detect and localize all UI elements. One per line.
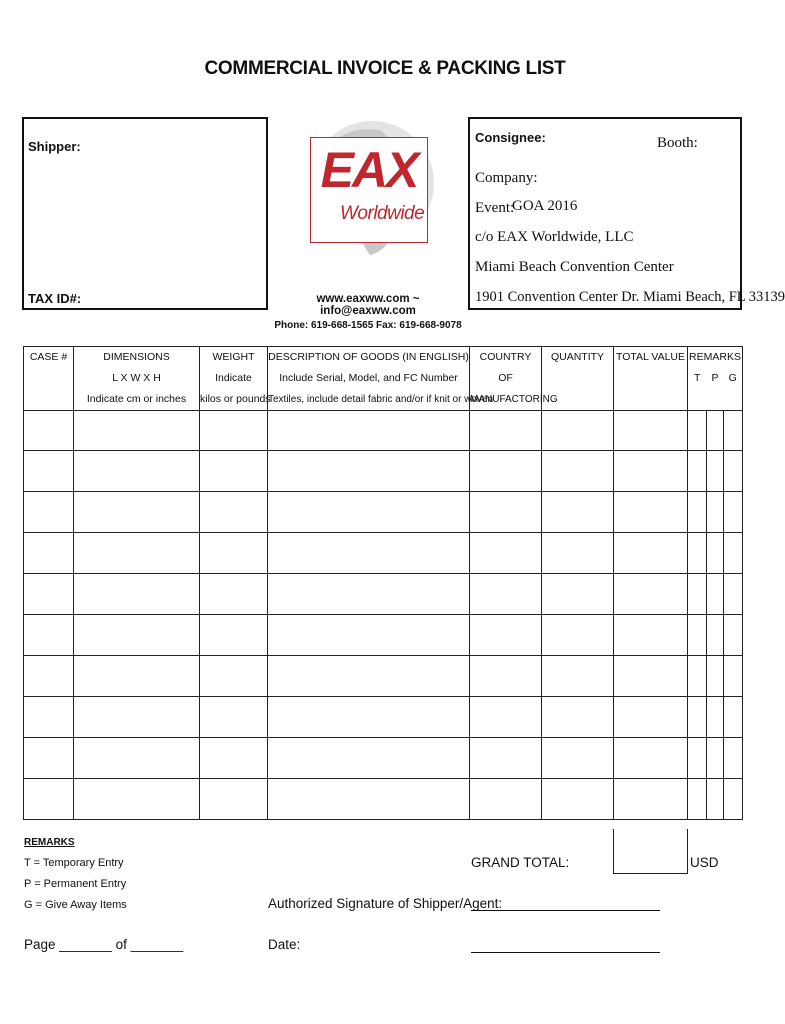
table-cell[interactable] [724, 411, 743, 451]
table-cell[interactable] [268, 574, 470, 615]
table-cell[interactable] [24, 411, 74, 451]
shipper-label: Shipper: [28, 139, 81, 154]
table-cell[interactable] [542, 451, 614, 492]
table-cell[interactable] [707, 533, 724, 574]
table-cell[interactable] [24, 779, 74, 820]
table-cell[interactable] [614, 779, 688, 820]
table-cell[interactable] [268, 779, 470, 820]
table-row [24, 656, 743, 697]
remarks-g: G = Give Away Items [24, 899, 127, 911]
table-cell[interactable] [688, 451, 707, 492]
table-cell[interactable] [688, 615, 707, 656]
date-label: Date: [268, 937, 301, 952]
table-cell[interactable] [614, 615, 688, 656]
table-cell[interactable] [24, 615, 74, 656]
header-cell [724, 389, 743, 411]
web-email: www.eaxww.com ~ info@eaxww.com [316, 293, 420, 317]
company-label: Company: [475, 170, 538, 186]
table-cell[interactable] [688, 533, 707, 574]
table-cell[interactable] [74, 697, 200, 738]
col-description-sub1: Include Serial, Model, and FC Number [268, 368, 470, 389]
table-cell[interactable] [542, 615, 614, 656]
table-cell[interactable] [688, 779, 707, 820]
grand-total-field[interactable] [613, 829, 688, 874]
table-cell[interactable] [200, 533, 268, 574]
table-row [24, 574, 743, 615]
table-cell[interactable] [542, 533, 614, 574]
table-cell[interactable] [688, 656, 707, 697]
table-cell[interactable] [268, 697, 470, 738]
table-cell[interactable] [724, 779, 743, 820]
shipper-box[interactable] [22, 117, 268, 310]
table-cell[interactable] [470, 697, 542, 738]
table-cell[interactable] [707, 697, 724, 738]
event-value: GOA 2016 [512, 198, 578, 214]
grand-total-label: GRAND TOTAL: [471, 855, 570, 870]
table-cell[interactable] [74, 574, 200, 615]
table-cell[interactable] [707, 411, 724, 451]
table-cell[interactable] [470, 779, 542, 820]
header-cell [542, 368, 614, 389]
signature-label: Authorized Signature of Shipper/Agent: [268, 896, 503, 911]
col-quantity: QUANTITY [542, 347, 614, 368]
logo [300, 105, 440, 285]
table-row [24, 615, 743, 656]
header-cell [688, 389, 707, 411]
consignee-venue: Miami Beach Convention Center [475, 259, 674, 275]
table-cell[interactable] [200, 779, 268, 820]
consignee-box[interactable] [468, 117, 785, 310]
table-cell[interactable] [542, 697, 614, 738]
table-cell[interactable] [724, 451, 743, 492]
col-description-sub2: Textiles, include detail fabric and/or if knit or woven [268, 389, 470, 411]
col-country: COUNTRY [470, 347, 542, 368]
table-cell[interactable] [614, 656, 688, 697]
col-remarks-g: G [724, 368, 743, 389]
col-remarks: REMARKS [688, 347, 743, 368]
header-cell [24, 368, 74, 389]
table-cell[interactable] [724, 697, 743, 738]
phone-fax: Phone: 619-668-1565 Fax: 619-668-9078 [274, 320, 462, 331]
remarks-heading: REMARKS [24, 837, 75, 848]
table-cell[interactable] [470, 451, 542, 492]
consignee-address: 1901 Convention Center Dr. Miami Beach, FL 33139 [475, 289, 785, 305]
remarks-t: T = Temporary Entry [24, 857, 124, 869]
table-cell[interactable] [200, 574, 268, 615]
col-remarks-t: T [688, 368, 707, 389]
table-cell[interactable] [614, 738, 688, 779]
table-cell[interactable] [707, 779, 724, 820]
consignee-co: c/o EAX Worldwide, LLC [475, 229, 634, 245]
table-cell[interactable] [688, 411, 707, 451]
col-country-sub2: MANUFACTORING [470, 389, 542, 411]
col-weight-sub1: Indicate [200, 368, 268, 389]
event-label: Event: [475, 200, 515, 216]
table-cell[interactable] [74, 615, 200, 656]
col-dimensions-sub1: L X W X H [74, 368, 200, 389]
table-cell[interactable] [688, 574, 707, 615]
table-cell[interactable] [268, 411, 470, 451]
col-dimensions-sub2: Indicate cm or inches [74, 389, 200, 411]
table-cell[interactable] [542, 738, 614, 779]
header-cell [707, 389, 724, 411]
table-row [24, 451, 743, 492]
col-weight-sub2: kilos or pounds [200, 389, 268, 411]
table-cell[interactable] [24, 574, 74, 615]
table-cell[interactable] [268, 656, 470, 697]
signature-line[interactable] [471, 910, 660, 911]
tax-id-label: TAX ID#: [28, 291, 82, 306]
col-case: CASE # [24, 347, 74, 368]
table-cell[interactable] [200, 411, 268, 451]
table-cell[interactable] [24, 451, 74, 492]
table-cell[interactable] [268, 738, 470, 779]
table-cell[interactable] [724, 533, 743, 574]
table-cell[interactable] [24, 533, 74, 574]
table-cell[interactable] [268, 533, 470, 574]
table-cell[interactable] [74, 492, 200, 533]
table-cell[interactable] [542, 411, 614, 451]
logo-worldwide: Worldwide [340, 203, 425, 224]
table-cell[interactable] [470, 574, 542, 615]
table-row [24, 779, 743, 820]
table-cell[interactable] [74, 779, 200, 820]
table-body [24, 411, 743, 820]
table-cell[interactable] [200, 656, 268, 697]
table-cell[interactable] [24, 492, 74, 533]
table-cell[interactable] [470, 533, 542, 574]
table-cell[interactable] [74, 411, 200, 451]
table-row [24, 411, 743, 451]
table-cell[interactable] [707, 451, 724, 492]
goods-table [23, 346, 743, 820]
table-cell[interactable] [707, 574, 724, 615]
table-cell[interactable] [542, 779, 614, 820]
booth-label: Booth: [657, 135, 698, 151]
table-cell[interactable] [200, 492, 268, 533]
currency-label: USD [690, 855, 719, 870]
table-cell[interactable] [688, 492, 707, 533]
col-dimensions: DIMENSIONS [74, 347, 200, 368]
page-title: COMMERCIAL INVOICE & PACKING LIST [204, 58, 566, 79]
table-cell[interactable] [470, 656, 542, 697]
col-description: DESCRIPTION OF GOODS (IN ENGLISH) [268, 347, 470, 368]
col-weight: WEIGHT [200, 347, 268, 368]
table-cell[interactable] [724, 738, 743, 779]
table-cell[interactable] [707, 738, 724, 779]
page-count: Page _______ of _______ [24, 937, 184, 952]
table-cell[interactable] [614, 451, 688, 492]
table-cell[interactable] [614, 533, 688, 574]
table-cell[interactable] [614, 411, 688, 451]
table-cell[interactable] [470, 738, 542, 779]
table-cell[interactable] [724, 574, 743, 615]
table-cell[interactable] [74, 451, 200, 492]
consignee-label: Consignee: [475, 130, 546, 145]
table-cell[interactable] [470, 492, 542, 533]
table-cell[interactable] [542, 574, 614, 615]
header-cell [24, 389, 74, 411]
table-cell[interactable] [470, 615, 542, 656]
table-cell[interactable] [724, 615, 743, 656]
table-cell[interactable] [268, 492, 470, 533]
table-cell[interactable] [688, 697, 707, 738]
col-country-sub1: OF [470, 368, 542, 389]
table-cell[interactable] [707, 615, 724, 656]
table-cell[interactable] [688, 738, 707, 779]
table-cell[interactable] [268, 615, 470, 656]
table-row [24, 738, 743, 779]
table-cell[interactable] [24, 738, 74, 779]
table-cell[interactable] [200, 451, 268, 492]
header-cell [614, 368, 688, 389]
table-cell[interactable] [200, 738, 268, 779]
remarks-p: P = Permanent Entry [24, 878, 127, 890]
table-cell[interactable] [614, 574, 688, 615]
table-cell[interactable] [24, 697, 74, 738]
date-line[interactable] [471, 952, 660, 953]
table-cell[interactable] [707, 656, 724, 697]
logo-eax: EAX [320, 142, 418, 198]
table-cell[interactable] [614, 492, 688, 533]
table-cell[interactable] [542, 656, 614, 697]
table-cell[interactable] [74, 738, 200, 779]
table-cell[interactable] [200, 615, 268, 656]
table-cell[interactable] [724, 492, 743, 533]
table-cell[interactable] [268, 451, 470, 492]
table-cell[interactable] [614, 697, 688, 738]
table-cell[interactable] [542, 492, 614, 533]
col-total-value: TOTAL VALUE [614, 347, 688, 368]
table-cell[interactable] [200, 697, 268, 738]
table-cell[interactable] [74, 656, 200, 697]
table-cell[interactable] [724, 656, 743, 697]
table-cell[interactable] [24, 656, 74, 697]
table-row [24, 533, 743, 574]
header-cell [614, 389, 688, 411]
table-row [24, 697, 743, 738]
table-cell[interactable] [74, 533, 200, 574]
table-cell[interactable] [470, 411, 542, 451]
col-remarks-p: P [711, 372, 719, 384]
table-row [24, 492, 743, 533]
table-cell[interactable] [707, 492, 724, 533]
